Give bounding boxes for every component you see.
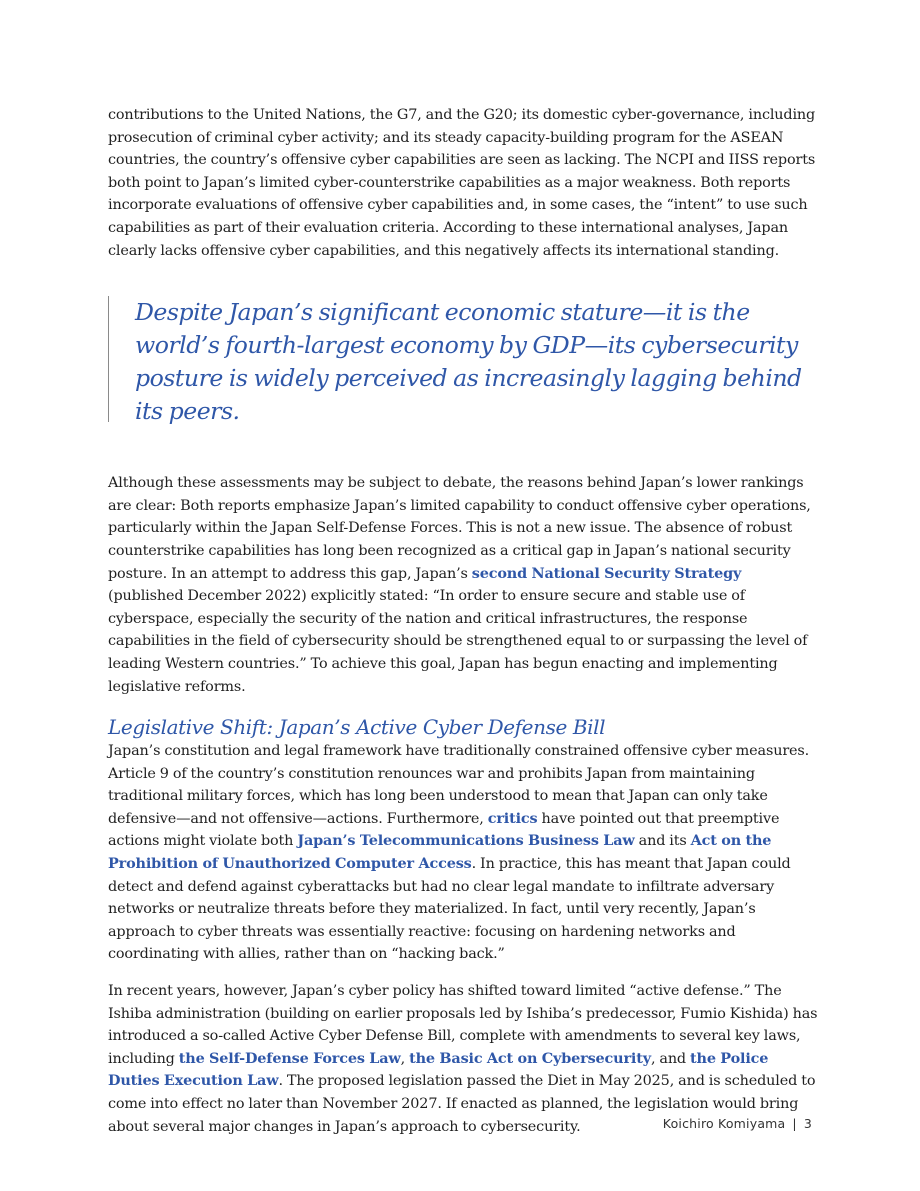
footer-author: Koichiro Komiyama <box>662 1116 786 1131</box>
body-paragraph <box>108 740 820 966</box>
paragraph-text: (published December 2022) explicitly stated: “In order to ensure secure and stable use of cyberspace, especially the security of the nation and critical infrastructures, the response capabilities in the field of cybersecurity should be strengthened equal to or surpassing the level of leading Western countries.” To achieve this goal, Japan has begun enacting and implementing legislative reforms. <box>108 588 808 695</box>
link-unauthorized-computer-access-act[interactable]: Act on the Prohibition of Unauthorized Computer Access <box>108 832 772 873</box>
paragraph-text: . The proposed legislation passed the Diet in May 2025, and is scheduled to come into effect no later than November 2027. If enacted as planned, the legislation would bring about several major changes in Japan’s approach to cybersecurity. <box>108 1073 816 1135</box>
pull-quote-text: Despite Japan’s significant economic stature—it is the world’s fourth-largest economy by GDP—its cybersecurity posture is widely perceived as increasingly lagging behind its peers. <box>135 298 802 426</box>
link-national-security-strategy[interactable]: second National Security Strategy <box>471 564 742 582</box>
link-self-defense-forces-law[interactable]: the Self-Defense Forces Law <box>178 1049 401 1067</box>
paragraph-text: and its <box>634 833 691 850</box>
page-number: 3 <box>803 1116 812 1131</box>
paragraph-text: In recent years, however, Japan’s cyber policy has shifted toward limited “active defense.” The Ishiba administration (building on earlier proposals led by Ishiba’s predecessor, Fumio Kishida) has introduced a so-called Active Cyber Defense Bill, complete with amendments to several key laws, including <box>108 983 818 1067</box>
link-critics[interactable]: critics <box>487 809 538 827</box>
link-telecommunications-business-law[interactable]: Japan’s Telecommunications Business Law <box>297 832 635 850</box>
paragraph-text: Although these assessments may be subject to debate, the reasons behind Japan’s lower rankings are clear: Both reports emphasize Japan’s limited capability to conduct offensive cyber operations, particularly within the Japan Self-Defense Forces. This is not a new issue. The absence of robust counterstrike capabilities has long been recognized as a critical gap in Japan’s national security posture. In an attempt to address this gap, Japan’s <box>108 475 811 582</box>
pull-quote <box>108 296 820 428</box>
link-police-duties-execution-law[interactable]: the Police Duties Execution Law <box>108 1049 769 1090</box>
paragraph-text: , <box>400 1050 410 1067</box>
body-paragraph <box>108 980 820 1138</box>
paragraph-gap <box>108 966 820 980</box>
link-basic-act-on-cybersecurity[interactable]: the Basic Act on Cybersecurity <box>409 1049 651 1067</box>
body-paragraph: contributions to the United Nations, the G7, and the G20; its domestic cyber-governance, including prosecution of criminal cyber activity; and its steady capacity-building program for the ASEAN countries, the country’s offensive cyber capabilities are seen as lacking. The NCPI and IISS reports both point to Japan’s limited cyber-counterstrike capabilities as a major weakness. Both reports incorporate evaluations of offensive cyber capabilities and, in some cases, the “intent” to use such capabilities as part of their evaluation criteria. According to these international analyses, Japan clearly lacks offensive cyber capabilities, and this negatively affects its international standing. <box>108 107 816 259</box>
paragraph-text: . In practice, this has meant that Japan could detect and defend against cyberattacks but had no clear legal mandate to infiltrate adversary networks or neutralize threats before they materialized. In fact, until very recently, Japan’s approach to cyber threats was essentially reactive: focusing on hardening networks and coordinating with allies, rather than on “hacking back.” <box>108 856 791 963</box>
page-content <box>108 104 820 1138</box>
paragraph-text: , and <box>650 1050 691 1067</box>
paragraph-text: Japan’s constitution and legal framework have traditionally constrained offensive cyber measures. Article 9 of the country’s constitution renounces war and prohibits Japan from maintaining traditional military forces, which has long been understood to mean that Japan can only take defensive—and not offensive—actions. Furthermore, <box>108 743 810 827</box>
section-heading: Legislative Shift: Japan’s Active Cyber Defense Bill <box>108 715 606 740</box>
footer-separator: | <box>792 1116 797 1131</box>
body-paragraph <box>108 472 820 698</box>
paragraph-text: have pointed out that preemptive actions might violate both <box>108 810 780 850</box>
page-footer <box>663 1116 812 1131</box>
pull-quote-rule <box>108 296 109 422</box>
